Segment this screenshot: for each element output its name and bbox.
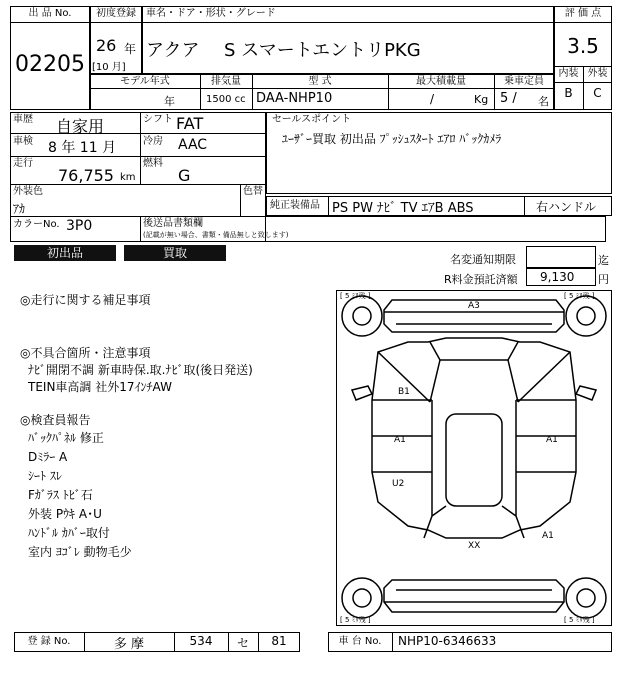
reg-class: 534 — [189, 634, 213, 648]
details-col — [140, 112, 141, 184]
capacity-value: 5 / — [500, 91, 517, 106]
mirror-right — [576, 386, 596, 400]
capacity-unit: 名 — [538, 95, 549, 108]
defect-line: ﾅﾋﾞ開閉不調 新車時保.取.ﾅﾋﾞ取(後日発送) — [28, 363, 253, 377]
name-change-box — [526, 246, 596, 268]
tire-rear-right — [566, 578, 606, 618]
fuel-value: G — [178, 166, 191, 185]
inspection-value: 8 年 11 月 — [48, 140, 117, 156]
driving-notes-title: ◎走行に関する補足事項 — [20, 293, 151, 307]
lot-number: 02205 — [15, 52, 85, 77]
history-value: 自家用 — [56, 117, 105, 136]
ac-label: 冷房 — [143, 136, 163, 147]
damage-mark-a1-left: A1 — [394, 435, 406, 445]
reg-label: 登 録 No. — [27, 636, 71, 647]
recycle-value: 9,130 — [540, 270, 575, 284]
hood — [430, 342, 518, 360]
spec-row-line — [90, 88, 554, 89]
type-value: DAA-NHP10 — [256, 91, 333, 106]
inspection-label: 車検 — [13, 136, 33, 147]
type-label: 型 式 — [308, 76, 332, 87]
header-top-line — [90, 22, 554, 23]
damage-mark-a1-rear: A1 — [542, 531, 554, 541]
inspector-line: ﾊﾞｯｸﾊﾟﾈﾙ 修正 — [28, 431, 104, 445]
color-change-col — [240, 184, 241, 216]
inspector-line: ｼｰﾄ ｽﾚ — [28, 469, 62, 483]
exterior-label: 外装 — [587, 68, 608, 79]
mileage-label: 走行 — [13, 158, 33, 169]
ac-value: AAC — [178, 137, 208, 153]
displacement-value: 1500 cc — [206, 94, 246, 105]
tire-depth-rr: [ 5 ﾐﾘ残 ] — [564, 616, 595, 624]
rear-bumper — [384, 580, 564, 612]
first-listing-tag: 初出品 — [14, 245, 116, 261]
score-label-line — [554, 22, 612, 23]
inspector-line: 外装 Pｳｷ A･U — [28, 507, 102, 521]
score-label: 評 価 点 — [564, 8, 602, 19]
sales-point-value: ﾕｰｻﾞｰ買取 初出品 ﾌﾟｯｼｭｽﾀｰﾄ ｴｱﾛ ﾊﾞｯｸｶﾒﾗ — [282, 132, 502, 146]
reg-year: 26 — [96, 36, 117, 55]
chassis-number: NHP10-6346633 — [398, 634, 497, 648]
exterior-color-value: ｱｶ — [13, 202, 26, 216]
roof — [446, 414, 502, 506]
car-damage-diagram — [336, 290, 612, 626]
name-change-unit: 迄 — [598, 254, 609, 267]
history-label: 車歴 — [13, 114, 33, 125]
color-change-label: 色替 — [243, 186, 263, 197]
max-load-unit: Kg — [474, 93, 489, 106]
max-load-slash: / — [430, 92, 435, 106]
damage-mark-b1: B1 — [398, 387, 410, 397]
damage-mark-u2: U2 — [392, 479, 405, 489]
color-no-value: 3P0 — [66, 218, 93, 234]
inspector-line: ﾊﾝﾄﾞﾙ ｶﾊﾞｰ取付 — [28, 526, 110, 540]
displacement-label: 排気量 — [211, 76, 241, 87]
equipment-value: PS PW ﾅﾋﾞ TV ｴｱB ABS — [332, 201, 474, 216]
reg-area: 多 摩 — [113, 637, 145, 652]
grade-box-line — [554, 82, 612, 83]
car-label: 車名・ドア・形状・グレード — [146, 8, 276, 19]
equipment-label: 純正装備品 — [270, 200, 320, 211]
lot-label-underline — [10, 22, 90, 23]
interior-grade: B — [564, 86, 573, 100]
recycle-unit: 円 — [598, 273, 609, 286]
buyout-tag: 買取 — [124, 245, 226, 261]
max-load-label: 最大積載量 — [416, 76, 466, 87]
reg-number: 81 — [271, 634, 287, 648]
inspector-line: Fｶﾞﾗｽ ﾄﾋﾞ石 — [28, 488, 93, 502]
steering-col — [524, 196, 525, 216]
shift-value: FAT — [176, 114, 204, 133]
defects-title: ◎不具合箇所・注意事項 — [20, 346, 151, 360]
mileage-unit: km — [120, 172, 136, 183]
steering-value: 右ハンドル — [536, 200, 597, 214]
exterior-grade: C — [593, 86, 602, 100]
tire-front-left — [342, 296, 382, 336]
mirror-left — [352, 386, 372, 400]
tire-front-right — [566, 296, 606, 336]
interior-label: 内装 — [558, 68, 579, 79]
capacity-label: 乗車定員 — [504, 76, 544, 87]
tire-depth-rl: [ 5 ﾐﾘ残 ] — [340, 616, 371, 624]
inspector-line: Dﾐﾗｰ A — [28, 450, 68, 464]
inspector-line: 室内 ﾖｺﾞﾚ 動物毛少 — [28, 545, 132, 559]
tire-depth-fl: [ 5 ﾐﾘ残 ] — [340, 292, 371, 300]
lot-label: 出 品 No. — [28, 8, 72, 19]
shift-label: シフト — [143, 114, 173, 125]
color-no-label: カラーNo. — [13, 219, 60, 230]
damage-mark-a3: A3 — [468, 301, 480, 311]
reg-kana: セ — [236, 636, 249, 650]
details-row-1 — [10, 133, 266, 134]
defect-line: TEIN車高調 社外17ｲﾝﾁAW — [28, 380, 172, 394]
car-name: アクア — [146, 40, 200, 61]
equipment-col — [328, 196, 329, 216]
reg-year-unit: 年 — [124, 42, 137, 56]
notes-section — [20, 292, 330, 562]
model-year-label: モデル年式 — [120, 76, 170, 87]
exterior-color-label: 外装色 — [13, 186, 43, 197]
aftermarket-note: (記載が無い場合、書類・備品無しと致します) — [143, 231, 289, 239]
aftermarket-label: 後送品書類欄 — [143, 218, 203, 229]
car-grade: S スマートエントリPKG — [224, 40, 421, 61]
chassis-label: 車 台 No. — [338, 636, 382, 647]
fuel-label: 燃料 — [143, 158, 163, 169]
score-value: 3.5 — [567, 34, 599, 58]
damage-mark-xx: XX — [468, 541, 481, 551]
reg-month: [10 月] — [92, 62, 126, 73]
tire-rear-left — [342, 578, 382, 618]
name-change-label: 名変通知期限 — [450, 253, 516, 266]
first-reg-label: 初度登録 — [96, 8, 136, 19]
tire-depth-fr: [ 5 ﾐﾘ残 ] — [564, 292, 595, 300]
recycle-label: R料金預託済額 — [444, 273, 518, 286]
damage-mark-a1-right: A1 — [546, 435, 558, 445]
mileage-value: 76,755 — [58, 166, 114, 185]
sales-point-label: セールスポイント — [272, 114, 352, 125]
inspector-title: ◎検査員報告 — [20, 413, 91, 427]
details-row-3 — [10, 184, 266, 185]
model-year-unit: 年 — [164, 95, 175, 108]
